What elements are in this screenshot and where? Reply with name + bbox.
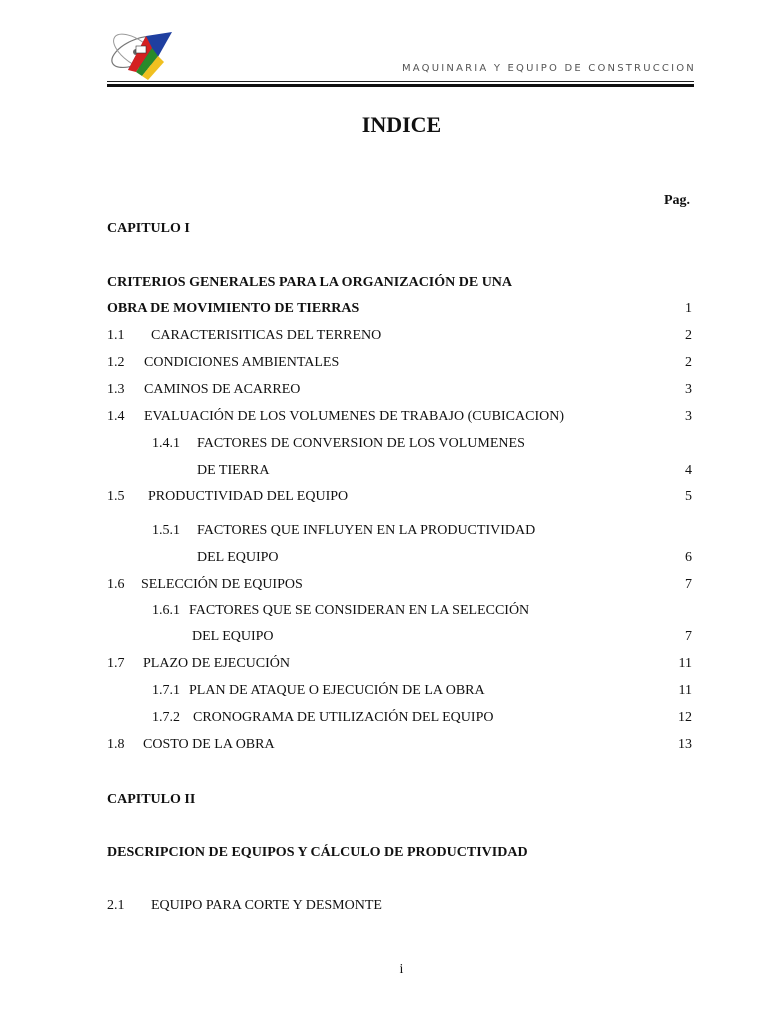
toc-entry-number: 1.1 (107, 328, 125, 343)
chapter-2-label: CAPITULO II (107, 792, 196, 807)
toc-entry-number: 1.5.1 (152, 523, 180, 538)
toc-entry-page: 5 (685, 489, 692, 504)
toc-entry-number: 1.3 (107, 382, 125, 397)
toc-entry-number: 1.4 (107, 409, 125, 424)
toc-entry-text: CRONOGRAMA DE UTILIZACIÓN DEL EQUIPO (193, 710, 494, 725)
toc-entry-text: CONDICIONES AMBIENTALES (144, 355, 340, 370)
toc-entry-text-continued: DEL EQUIPO (192, 629, 274, 644)
toc-entry-text: EVALUACIÓN DE LOS VOLUMENES DE TRABAJO (CUBICACION) (144, 409, 565, 424)
toc-entry-text: PRODUCTIVIDAD DEL EQUIPO (148, 489, 349, 504)
toc-entry-page: 3 (685, 382, 692, 397)
toc-entry-page: 4 (685, 463, 692, 478)
toc-entry-text: SELECCIÓN DE EQUIPOS (141, 577, 303, 592)
toc-entry-page: 11 (678, 683, 692, 698)
toc-entry-number: 1.5 (107, 489, 125, 504)
chapter-1-heading-page: 1 (685, 301, 692, 316)
chapter-2-heading: DESCRIPCION DE EQUIPOS Y CÁLCULO DE PRODUCTIVIDAD (107, 845, 528, 860)
toc-entry-number: 1.7.1 (152, 683, 180, 698)
toc-entry-text: CAMINOS DE ACARREO (144, 382, 301, 397)
toc-entry-text: FACTORES DE CONVERSION DE LOS VOLUMENES (197, 436, 525, 451)
toc-entry-number: 1.6 (107, 577, 125, 592)
chapter-1-label: CAPITULO I (107, 221, 190, 236)
toc-entry-page: 2 (685, 328, 692, 343)
toc-entry-number: 1.8 (107, 737, 125, 752)
toc-entry-text: COSTO DE LA OBRA (143, 737, 275, 752)
toc-entry-number: 1.4.1 (152, 436, 180, 451)
toc-entry-text-continued: DEL EQUIPO (197, 550, 279, 565)
header-rule-thin (107, 81, 694, 82)
toc-entry-number: 1.7.2 (152, 710, 180, 725)
toc-entry-text: FACTORES QUE SE CONSIDERAN EN LA SELECCIÓN (189, 603, 530, 618)
page-column-label: Pag. (663, 193, 690, 208)
toc-entry-page: 13 (678, 737, 692, 752)
toc-entry-page: 2 (685, 355, 692, 370)
emblem-logo (106, 22, 178, 84)
toc-entry-number: 1.6.1 (152, 603, 180, 618)
toc-entry-page: 7 (685, 629, 692, 644)
footer-page-number: i (399, 962, 404, 977)
toc-entry-text: EQUIPO PARA CORTE Y DESMONTE (151, 898, 382, 913)
toc-entry-number: 2.1 (107, 898, 125, 913)
toc-entry-text: PLAZO DE EJECUCIÓN (143, 656, 290, 671)
toc-entry-page: 7 (685, 577, 692, 592)
toc-entry-number: 1.2 (107, 355, 125, 370)
toc-entry-text-continued: DE TIERRA (197, 463, 270, 478)
document-title: INDICE (361, 112, 442, 137)
chapter-1-heading-line2: OBRA DE MOVIMIENTO DE TIERRAS (107, 301, 360, 316)
toc-entry-page: 3 (685, 409, 692, 424)
toc-entry-page: 11 (678, 656, 692, 671)
header-title: MAQUINARIA Y EQUIPO DE CONSTRUCCION (401, 63, 696, 74)
toc-entry-text: CARACTERISITICAS DEL TERRENO (151, 328, 382, 343)
toc-entry-text: FACTORES QUE INFLUYEN EN LA PRODUCTIVIDAD (197, 523, 536, 538)
toc-entry-page: 6 (685, 550, 692, 565)
toc-entry-page: 12 (678, 710, 692, 725)
chapter-1-heading-line1: CRITERIOS GENERALES PARA LA ORGANIZACIÓN DE UNA (107, 275, 513, 290)
header-rule-thick (107, 84, 694, 87)
toc-entry-text: PLAN DE ATAQUE O EJECUCIÓN DE LA OBRA (189, 683, 485, 698)
toc-entry-number: 1.7 (107, 656, 125, 671)
